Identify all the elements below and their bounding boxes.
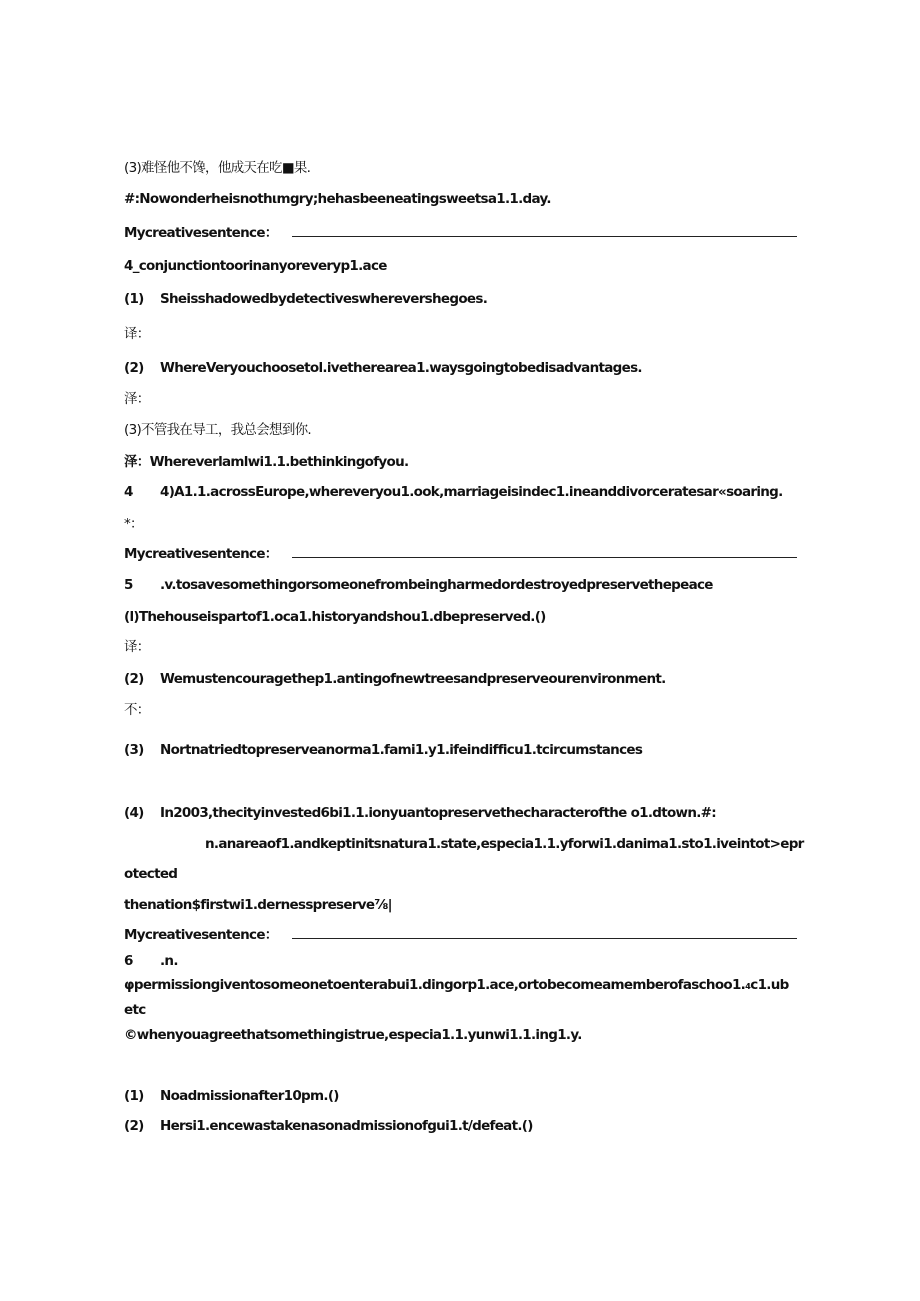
example-line <box>124 290 487 308</box>
translation-label: 不： <box>124 702 150 718</box>
section-heading <box>124 952 178 970</box>
example-line <box>124 741 642 759</box>
definition-line: n.anareaof1.andkeptinitsnatura1.state,especia1.1.yforwi1.danima1.sto1.iveintot>epr <box>205 836 804 852</box>
answer-blank <box>292 545 797 558</box>
example-line <box>124 1117 533 1135</box>
translation-label: *： <box>124 516 143 532</box>
example-text: WhereVeryouchoosetol.ivetherearea1.waysgoingtobedisadvantages. <box>160 360 642 376</box>
translation-label: 译： <box>124 639 150 655</box>
answer-blank <box>292 926 797 939</box>
example-line <box>124 670 666 688</box>
item-number: (1) <box>124 291 144 307</box>
section-heading <box>124 576 713 594</box>
item-number: (4) <box>124 805 144 821</box>
example-text: Nortnatriedtopreserveanorma1.fami1.y1.ifeindifficu1.tcircumstances <box>160 742 643 758</box>
example-text: Noadmissionafter10pm.() <box>160 1088 339 1104</box>
item-number: (2) <box>124 1118 144 1134</box>
example-text: 4)A1.1.acrossEurope,whereveryou1.ook,marriageisindec1.ineanddivorceratesar«soaring. <box>160 484 783 500</box>
item-number: (2) <box>124 360 144 376</box>
text-line: 泽：Whereverlamlwi1.1.bethinkingofyou. <box>124 454 409 470</box>
creative-sentence-line <box>124 926 797 944</box>
definition-line: φpermissiongiventosomeonetoenterabui1.dingorp1.ace,ortobecomeamemberofaschoo1.₄c1.ub <box>124 977 789 993</box>
creative-sentence-line <box>124 224 797 242</box>
text-line: (l)Thehouseispartof1.oca1.historyandshou1.dbepreserved.() <box>124 609 546 625</box>
creative-sentence-line <box>124 545 797 563</box>
example-text: Hersi1.encewastakenasonadmissionofgui1.t/defeat.() <box>160 1118 533 1134</box>
example-line <box>124 359 642 377</box>
text-line: (3)难怪他不馋，他成天在吃■果. <box>124 160 311 176</box>
item-number: (1) <box>124 1088 144 1104</box>
definition-text: .n. <box>160 953 178 969</box>
creative-sentence-label: Mycreativesentence： <box>124 225 278 241</box>
text-line: thenation$firstwi1.dernesspreserve⅞| <box>124 897 392 913</box>
text-line: otected <box>124 866 178 882</box>
text-line: (3)不管我在导工，我总会想到你. <box>124 422 312 438</box>
example-line <box>124 804 716 822</box>
translation-label: 泽： <box>124 391 150 407</box>
text-line: #:Nowonderheisnothιmgry;hehasbeeneatingsweetsa1.1.day. <box>124 191 551 207</box>
answer-blank <box>292 224 797 237</box>
item-number: (3) <box>124 742 144 758</box>
example-line <box>124 1087 339 1105</box>
item-number: (2) <box>124 671 144 687</box>
creative-sentence-label: Mycreativesentence： <box>124 927 278 943</box>
example-text: Sheisshadowedbydetectiveswherevershegoes. <box>160 291 488 307</box>
creative-sentence-label: Mycreativesentence： <box>124 546 278 562</box>
item-number: 5 <box>124 577 133 593</box>
text-line: etc <box>124 1002 146 1018</box>
example-line <box>124 483 783 501</box>
example-text: In2003,thecityinvested6bi1.1.ionyuantopreservethecharacterofthe o1.dtown.#: <box>160 805 716 821</box>
item-number: 4 <box>124 484 133 500</box>
example-text: Wemustencouragethep1.antingofnewtreesandpreserveourenvironment. <box>160 671 666 687</box>
item-number: 6 <box>124 953 133 969</box>
definition-line: ©whenyouagreethatsomethingistrue,especia1.1.yunwi1.1.ing1.y. <box>124 1027 582 1043</box>
translation-label: 译： <box>124 326 150 342</box>
definition-text: .v.tosavesomethingorsomeonefrombeingharmedordestroyedpreservethepeace <box>160 577 713 593</box>
section-heading: 4_conjunctiontoorinanyoreveryp1.ace <box>124 258 387 274</box>
